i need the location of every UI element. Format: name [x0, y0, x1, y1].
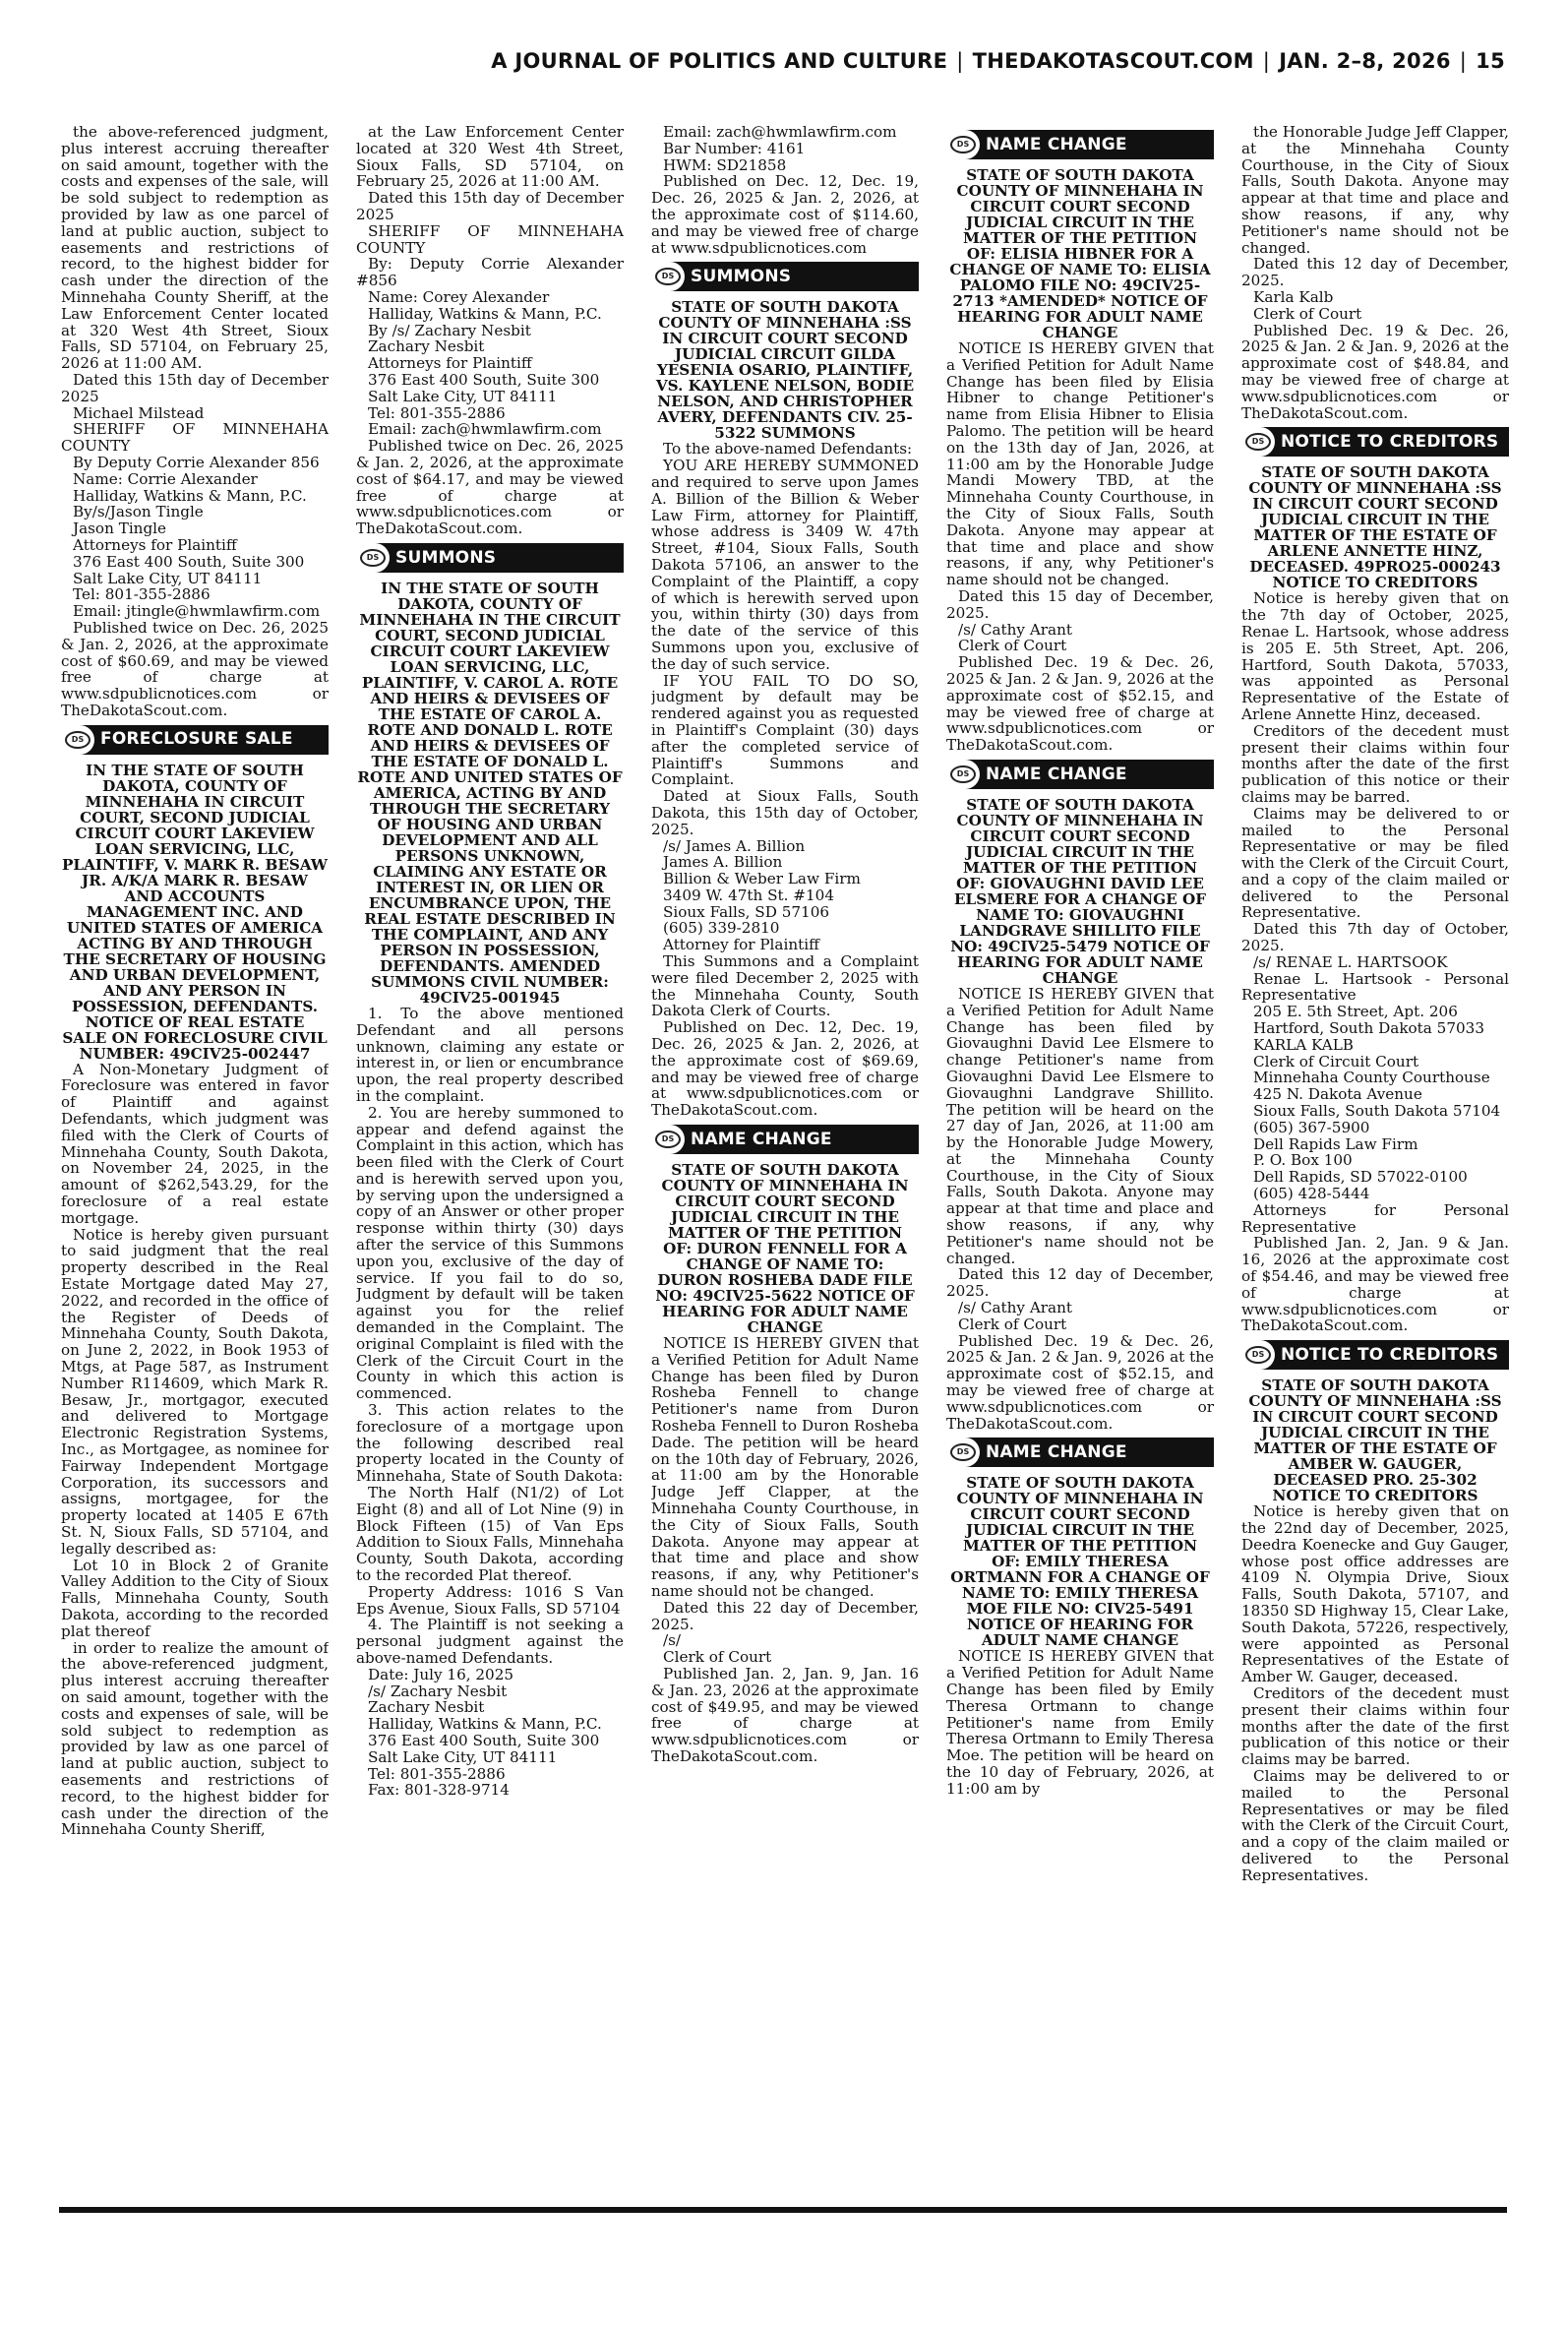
notice-paragraph: SHERIFF OF MINNEHAHA COUNTY [356, 221, 624, 257]
notice-paragraph: 4. The Plaintiff is not seeking a personal judgment against the above-named Defendants. [356, 1616, 624, 1667]
notice-paragraph: Email: jtingle@hwmlawfirm.com [73, 602, 321, 621]
notice-caption: STATE OF SOUTH DAKOTA COUNTY OF MINNEHAHA IN CIRCUIT COURT SECOND JUDICIAL CIRCUIT IN THE MATTER OF THE PETITION OF: DURON FENNELL FOR A CHANGE OF NAME TO: DURON ROSHEBA DADE FILE NO: 49CIV25-5622 NOTICE OF HEARING FOR ADULT NAME CHANGE [655, 1161, 915, 1337]
notice-paragraph: Dated this 15th day of December 2025 [356, 189, 624, 223]
notice-paragraph: P. O. Box 100 [1253, 1151, 1353, 1170]
section-heading-bar [1241, 1340, 1509, 1370]
notice-paragraph: 2. You are hereby summoned to appear and defend against the Complaint in this action, which has been filed with the Clerk of Court and is herewith served upon you, by serving upon the undersigned a copy of an Answer or other proper response within thirty (30) days after the service of this Summons upon you, exclusive of the day of service. If you fail to do so, Judgment by default will be taken against you for the relief demanded in the Complaint. The original Complaint is filed with the Clerk of the Circuit Court in the County in which this action is commenced. [356, 1103, 624, 1403]
notice-caption: IN THE STATE OF SOUTH DAKOTA, COUNTY OF MINNEHAHA IN CIRCUIT COURT, SECOND JUDICIAL CIRCUIT COURT LAKEVIEW LOAN SERVICING, LLC, PLAINTIFF, V. MARK R. BESAW JR. A/K/A MARK R. BESAW AND ACCOUNTS MANAGEMENT INC. AND UNITED STATES OF AMERICA ACTING BY AND THROUGH THE SECRETARY OF HOUSING AND URBAN DEVELOPMENT, AND ANY PERSON IN POSSESSION, DEFENDANTS. NOTICE OF REAL ESTATE SALE ON FORECLOSURE CIVIL NUMBER: 49CIV25-002447 [62, 761, 328, 1063]
notice-paragraph: 425 N. Dakota Avenue [1253, 1085, 1422, 1104]
section-heading: SUMMONS [691, 266, 792, 286]
section-heading: NOTICE TO CREDITORS [1281, 431, 1499, 452]
notice-paragraph: James A. Billion [663, 853, 783, 872]
notice-paragraph: KARLA KALB [1253, 1035, 1354, 1054]
section-heading-bar [651, 262, 919, 291]
notice-paragraph: the above-referenced judgment, plus interest accruing thereafter on said amount, together with the costs and expenses of the sale, will be sold subject to redemption as provided by law as one parcel of land at public auction, subject to easements and restrictions of record, to the highest bidder for cash under the direction of the Minnehaha County Sheriff, at the Law Enforcement Center located at 320 West 4th Street, Sioux Falls, SD 57104, on February 25, 2026 at 11:00 AM. [61, 124, 329, 373]
section-heading-bar [946, 760, 1214, 789]
column-5 [1241, 124, 1509, 2194]
notice-paragraph: Hartford, South Dakota 57033 [1253, 1019, 1484, 1038]
column-3 [651, 124, 919, 2194]
section-heading-bar [946, 1438, 1214, 1467]
notice-paragraph: Billion & Weber Law Firm [663, 870, 861, 888]
notice-paragraph: Michael Milstead [73, 403, 205, 422]
notice-paragraph: Tel: 801-355-2886 [368, 403, 506, 422]
notice-paragraph: in order to realize the amount of the above-referenced judgment, plus interest accruing thereafter on said amount, together with the costs and expenses of sale, will be sold subject to redemption as provided by law as one parcel of land at public auction, subject to easements and restrictions of record, to the highest bidder for cash under the direction of the Minnehaha County Sheriff, [61, 1638, 329, 1839]
section-heading-bar [651, 1125, 919, 1154]
section-heading: FORECLOSURE SALE [100, 729, 293, 750]
section-heading-bar [946, 130, 1214, 159]
notice-logo-icon: DS [651, 262, 685, 291]
notice-paragraph: Dated this 15th day of December 2025 [61, 370, 329, 405]
notice-caption: STATE OF SOUTH DAKOTA COUNTY OF MINNEHAHA :SS IN CIRCUIT COURT SECOND JUDICIAL CIRCUIT IN THE MATTER OF THE ESTATE OF ARLENE ANNETTE HINZ, DECEASED. 49PRO25-000243 NOTICE TO CREDITORS [1248, 463, 1502, 592]
notice-paragraph: By: Deputy Corrie Alexander #856 [356, 255, 624, 290]
section-heading: SUMMONS [395, 547, 497, 568]
notice-paragraph: /s/ [663, 1631, 682, 1650]
notice-paragraph: Lot 10 in Block 2 of Granite Valley Addition to the City of Sioux Falls, Minnehaha County, South Dakota, according to the recorded plat thereof [61, 1556, 329, 1640]
notice-paragraph: (605) 339-2810 [663, 919, 780, 938]
notice-paragraph: Tel: 801-355-2886 [368, 1764, 506, 1783]
column-2 [356, 124, 624, 2194]
notice-paragraph: /s/ RENAE L. HARTSOOK [1253, 952, 1448, 971]
notice-paragraph: /s/ Zachary Nesbit [368, 1682, 508, 1700]
notice-paragraph: Attorney for Plaintiff [663, 936, 819, 954]
notice-paragraph: Dell Rapids Law Firm [1253, 1134, 1418, 1153]
notice-paragraph: Creditors of the decedent must present their claims within four months after the date of the first publication of this notice or their claims may be barred. [1241, 1683, 1509, 1769]
notice-paragraph: Renae L. Hartsook - Personal Representative [1241, 969, 1509, 1005]
notice-paragraph: 3. This action relates to the foreclosure of a mortgage upon the following described real property located in the County of Minnehaha, State of South Dakota: [356, 1401, 624, 1486]
notice-paragraph: (605) 367-5900 [1253, 1118, 1370, 1136]
notice-caption: IN THE STATE OF SOUTH DAKOTA, COUNTY OF MINNEHAHA IN THE CIRCUIT COURT, SECOND JUDICIAL CIRCUIT COURT LAKEVIEW LOAN SERVICING, LLC, PLAINTIFF, V. CAROL A. ROTE AND HEIRS & DEVISEES OF THE ESTATE OF CAROL A. ROTE AND DONALD L. ROTE AND HEIRS & DEVISEES OF THE ESTATE OF DONALD L. ROTE AND UNITED STATES OF AMERICA, ACTING BY AND THROUGH THE SECRETARY OF HOUSING AND URBAN DEVELOPMENT AND ALL PERSONS UNKNOWN, CLAIMING ANY ESTATE OR INTEREST IN, OR LIEN OR ENCUMBRANCE UPON, THE REAL ESTATE DESCRIBED IN THE COMPLAINT, AND ANY PERSON IN POSSESSION, DEFENDANTS. AMENDED SUMMONS CIVIL NUMBER: 49CIV25-001945 [357, 579, 623, 1007]
notice-paragraph: at the Law Enforcement Center located at 320 West 4th Street, Sioux Falls, SD 57104, on February 25, 2026 at 11:00 AM. [356, 124, 624, 191]
notice-paragraph: Notice is hereby given that on the 7th day of October, 2025, Renae L. Hartsook, whose address is 205 E. 5th Street, Apt. 206, Hartford, South Dakota, 57033, was appointed as Personal Representative of the Estate of Arlene Annette Hinz, deceased. [1241, 589, 1509, 723]
notice-paragraph: Clerk of Circuit Court [1253, 1052, 1419, 1071]
notice-paragraph: Notice is hereby given pursuant to said judgment that the real property described in the Real Estate Mortgage dated May 27, 2022, and recorded in the office of the Register of Deeds of Minnehaha County, South Dakota, on June 2, 2022, in Book 1953 of Mtgs, at Page 587, as Instrument Number R114609, which Mark R. Besaw, Jr., mortgagor, executed and delivered to Mortgage Electronic Registration Systems, Inc., as Mortgagee, as nominee for Fairway Independent Mortgage Corporation, its successors and assigns, mortgagee, for the property located at 1405 E 67th St. N, Sioux Falls, SD 57104, and legally described as: [61, 1225, 329, 1558]
notice-paragraph: Attorneys for Personal Representative [1241, 1200, 1509, 1236]
page-number: 15 [1476, 49, 1505, 73]
notice-paragraph: Halliday, Watkins & Mann, P.C. [368, 1715, 602, 1734]
notice-paragraph: Clerk of Court [663, 1648, 772, 1667]
notice-paragraph: Zachary Nesbit [368, 1698, 485, 1717]
notice-logo-icon: DS [356, 543, 390, 573]
notice-paragraph: Date: July 16, 2025 [368, 1665, 514, 1683]
notice-paragraph: Published on Dec. 12, Dec. 19, Dec. 26, 2025 & Jan. 2, 2026, at the approximate cost of $114.60, and may be viewed free of charge at www.sdpublicnotices.com [651, 172, 919, 257]
notice-caption: STATE OF SOUTH DAKOTA COUNTY OF MINNEHAHA IN CIRCUIT COURT SECOND JUDICIAL CIRCUIT IN THE MATTER OF THE PETITION OF: EMILY THERESA ORTMANN FOR A CHANGE OF NAME TO: EMILY THERESA MOE FILE NO: CIV25-5491 NOTICE OF HEARING FOR ADULT NAME CHANGE [950, 1474, 1210, 1650]
notice-paragraph: Sioux Falls, SD 57106 [663, 902, 830, 921]
notice-logo-icon: DS [651, 1125, 685, 1154]
site-name: THEDAKOTASCOUT.COM [972, 49, 1254, 73]
notice-paragraph: Published twice on Dec. 26, 2025 & Jan. 2, 2026, at the approximate cost of $64.17, and may be viewed free of charge at www.sdpublicnotices.com or TheDakotaScout.com. [356, 437, 624, 538]
section-heading-bar [356, 543, 624, 573]
notice-paragraph: HWM: SD21858 [663, 155, 787, 174]
notice-paragraph: Jason Tingle [73, 520, 167, 538]
notice-paragraph: Dated this 22 day of December, 2025. [651, 1598, 919, 1633]
column-1 [61, 124, 329, 2194]
notice-paragraph: Dated this 12 day of December, 2025. [946, 1265, 1214, 1301]
notice-logo-icon: DS [946, 130, 980, 159]
notice-paragraph: Salt Lake City, UT 84111 [368, 1747, 558, 1766]
issue-date: JAN. 2–8, 2026 [1279, 49, 1451, 73]
notice-paragraph: 3409 W. 47th St. #104 [663, 886, 835, 904]
section-heading: NOTICE TO CREDITORS [1281, 1344, 1499, 1365]
notice-logo-icon: DS [946, 760, 980, 789]
notice-caption: STATE OF SOUTH DAKOTA COUNTY OF MINNEHAHA :SS IN CIRCUIT COURT SECOND JUDICIAL CIRCUIT IN THE MATTER OF THE ESTATE OF AMBER W. GAUGER, DECEASED PRO. 25-302 NOTICE TO CREDITORS [1248, 1377, 1502, 1505]
notice-paragraph: Attorneys for Plaintiff [368, 354, 532, 373]
notice-caption: STATE OF SOUTH DAKOTA COUNTY OF MINNEHAHA IN CIRCUIT COURT SECOND JUDICIAL CIRCUIT IN THE MATTER OF THE PETITION OF: ELISIA HIBNER FOR A CHANGE OF NAME TO: ELISIA PALOMO FILE NO: 49CIV25-2713 *AMENDED* NOTICE OF HEARING FOR ADULT NAME CHANGE [949, 166, 1211, 341]
notice-paragraph: Published twice on Dec. 26, 2025 & Jan. 2, 2026, at the approximate cost of $60.69, and may be viewed free of charge at www.sdpublicnotices.com or TheDakotaScout.com. [61, 618, 329, 719]
notice-paragraph: Fax: 801-328-9714 [368, 1781, 510, 1800]
notice-paragraph: the Honorable Judge Jeff Clapper, at the Minnehaha County Courthouse, in the City of Sioux Falls, South Dakota. Anyone may appear at that time and place and show reasons, if any, why Petitioner's name should not be changed. [1241, 124, 1509, 257]
notice-logo-icon: DS [1241, 427, 1275, 457]
notice-caption: STATE OF SOUTH DAKOTA COUNTY OF MINNEHAHA :SS IN CIRCUIT COURT SECOND JUDICIAL CIRCUIT GILDA YESENIA OSARIO, PLAINTIFF, VS. KAYLENE NELSON, BODIE NELSON, AND CHRISTOPHER AVERY, DEFENDANTS CIV. 25-5322 SUMMONS [655, 298, 915, 443]
notice-paragraph: /s/ Cathy Arant [958, 1299, 1072, 1317]
notice-paragraph: Dated this 12 day of December, 2025. [1241, 255, 1509, 290]
notice-paragraph: (605) 428-5444 [1253, 1185, 1370, 1203]
column-4 [946, 124, 1214, 2194]
notice-paragraph: Name: Corey Alexander [368, 287, 550, 306]
notice-paragraph: A Non-Monetary Judgment of Foreclosure was entered in favor of Plaintiff and against Defendants, which judgment was filed with the Clerk of Courts of Minnehaha County, South Dakota, on November 24, 2025, in the amount of $262,543.29, for the foreclosure of a real estate mortgage. [61, 1060, 329, 1227]
notice-caption: STATE OF SOUTH DAKOTA COUNTY OF MINNEHAHA IN CIRCUIT COURT SECOND JUDICIAL CIRCUIT IN THE MATTER OF THE PETITION OF: GIOVAUGHNI DAVID LEE ELSMERE FOR A CHANGE OF NAME TO: GIOVAUGHNI LANDGRAVE SHILLITO FILE NO: 49CIV25-5479 NOTICE OF HEARING FOR ADULT NAME CHANGE [950, 795, 1210, 987]
notice-paragraph: Karla Kalb [1253, 287, 1334, 306]
notice-paragraph: IF YOU FAIL TO DO SO, judgment by default may be rendered against you as requested in Plaintiff's Complaint (30) days after the completed service of Plaintiff's Summons and Complaint. [651, 671, 919, 789]
notice-logo-icon: DS [946, 1438, 980, 1467]
notice-paragraph: 1. To the above mentioned Defendant and all persons unknown, claiming any estate or interest in, or lien or encumbrance upon, the real property described in the complaint. [356, 1004, 624, 1105]
notice-paragraph: NOTICE IS HEREBY GIVEN that a Verified Petition for Adult Name Change has been filed by Elisia Hibner to change Petitioner's name from Elisia Hibner to Elisia Palomo. The petition will be heard on the 13th day of Jan, 2026, at 11:00 am by the Honorable Judge Mandi Mowery TBD, at the Minnehaha County Courthouse, in the City of Sioux Falls, South Dakota. Anyone may appear at that time and place and show reasons, if any, why Petitioner's name should not be changed. [946, 339, 1214, 589]
notice-paragraph: To the above-named Defendants: [663, 440, 913, 459]
notice-paragraph: Claims may be delivered to or mailed to the Personal Representative or may be filed with the Clerk of the Circuit Court, and a copy of the claim mailed or delivered to the Personal Representative. [1241, 804, 1509, 922]
notice-paragraph: Dated this 7th day of October, 2025. [1241, 920, 1509, 955]
notice-paragraph: Published on Dec. 12, Dec. 19, Dec. 26, 2025 & Jan. 2, 2026, at the approximate cost of $69.69, and may be viewed free of charge at www.sdpublicnotices.com or TheDakotaScout.com. [651, 1018, 919, 1120]
notice-paragraph: Salt Lake City, UT 84111 [73, 569, 263, 587]
notice-paragraph: Published Jan. 2, Jan. 9, Jan. 16 & Jan. 23, 2026 at the approximate cost of $49.95, and may be viewed free of charge at www.sdpublicnotices.com or TheDakotaScout.com. [651, 1664, 919, 1765]
notice-paragraph: Tel: 801-355-2886 [73, 585, 211, 604]
notice-paragraph: /s/ James A. Billion [663, 836, 806, 855]
notice-paragraph: Published Jan. 2, Jan. 9 & Jan. 16, 2026 at the approximate cost of $54.46, and may be viewed free of charge at www.sdpublicnotices.com or TheDakotaScout.com. [1241, 1234, 1509, 1335]
section-heading: NAME CHANGE [986, 134, 1127, 154]
notice-paragraph: Notice is hereby given that on the 22nd day of December, 2025, Deedra Koenecke and Guy Gauger, whose post office addresses are 4109 N. Olympia Drive, Sioux Falls, South Dakota, 57107, and 18350 SD Highway 15, Clear Lake, South Dakota, 57226, respectively, were appointed as Personal Representatives of the Estate of Amber W. Gauger, deceased. [1241, 1502, 1509, 1686]
section-heading: NAME CHANGE [986, 1442, 1127, 1463]
notice-paragraph: Minnehaha County Courthouse [1253, 1069, 1490, 1087]
notice-paragraph: Sioux Falls, South Dakota 57104 [1253, 1102, 1501, 1121]
footer-rule [59, 2207, 1507, 2213]
notice-paragraph: /s/ Cathy Arant [958, 620, 1072, 639]
notice-paragraph: Clerk of Court [1253, 304, 1362, 323]
notice-paragraph: Dell Rapids, SD 57022-0100 [1253, 1168, 1468, 1187]
notice-paragraph: Published Dec. 19 & Dec. 26, 2025 & Jan. 2 & Jan. 9, 2026 at the approximate cost of $52.15, and may be viewed free of charge at www.sdpublicnotices.com or TheDakotaScout.com. [946, 653, 1214, 755]
header-separator: | [1459, 49, 1468, 73]
notice-paragraph: Published Dec. 19 & Dec. 26, 2025 & Jan. 2 & Jan. 9, 2026 at the approximate cost of $52.15, and may be viewed free of charge at www.sdpublicnotices.com or TheDakotaScout.com. [946, 1331, 1214, 1433]
notice-paragraph: 376 East 400 South, Suite 300 [368, 370, 600, 389]
page-header [59, 49, 1505, 73]
journal-tagline: A JOURNAL OF POLITICS AND CULTURE [491, 49, 948, 73]
notice-paragraph: Creditors of the decedent must present their claims within four months after the date of the first publication of this notice or their claims may be barred. [1241, 721, 1509, 806]
notice-paragraph: This Summons and a Complaint were filed December 2, 2025 with the Minnehaha County, South Dakota Clerk of Courts. [651, 952, 919, 1020]
notice-paragraph: By/s/Jason Tingle [73, 503, 204, 521]
notice-paragraph: Property Address: 1016 S Van Eps Avenue, Sioux Falls, SD 57104 [356, 1582, 624, 1618]
notice-paragraph: Claims may be delivered to or mailed to the Personal Representatives or may be filed with the Clerk of the Circuit Court, and a copy of the claim mailed or delivered to the Personal Representatives. [1241, 1766, 1509, 1884]
header-separator: | [1262, 49, 1271, 73]
notice-logo-icon: DS [61, 725, 94, 755]
notice-paragraph: By /s/ Zachary Nesbit [368, 321, 531, 339]
section-heading-bar [61, 725, 329, 755]
notice-paragraph: Bar Number: 4161 [663, 139, 806, 157]
notice-paragraph: Halliday, Watkins & Mann, P.C. [73, 486, 307, 505]
notice-paragraph: Email: zach@hwmlawfirm.com [368, 420, 602, 439]
notice-paragraph: Clerk of Court [958, 637, 1067, 655]
notice-paragraph: By Deputy Corrie Alexander 856 [73, 453, 320, 471]
notice-paragraph: NOTICE IS HEREBY GIVEN that a Verified Petition for Adult Name Change has been filed by Duron Rosheba Fennell to change Petitioner's name from Duron Rosheba Fennell to Duron Rosheba Dade. The petition will be heard on the 10th day of February, 2026, at 11:00 am by the Honorable Judge Jeff Clapper, at the Minnehaha County Courthouse, in the City of Sioux Falls, South Dakota. Anyone may appear at that time and place and show reasons, if any, why Petitioner's name should not be changed. [651, 1334, 919, 1600]
notice-paragraph: 205 E. 5th Street, Apt. 206 [1253, 1003, 1458, 1021]
notice-paragraph: Dated this 15 day of December, 2025. [946, 586, 1214, 622]
notice-paragraph: Published Dec. 19 & Dec. 26, 2025 & Jan. 2 & Jan. 9, 2026 at the approximate cost of $48.84, and may be viewed free of charge at www.sdpublicnotices.com or TheDakotaScout.com. [1241, 321, 1509, 422]
notice-paragraph: Salt Lake City, UT 84111 [368, 387, 558, 405]
notice-paragraph: Email: zach@hwmlawfirm.com [663, 124, 897, 141]
notice-paragraph: Clerk of Court [958, 1315, 1067, 1333]
notice-paragraph: 376 East 400 South, Suite 300 [73, 552, 305, 571]
notice-paragraph: NOTICE IS HEREBY GIVEN that a Verified Petition for Adult Name Change has been filed by Emily Theresa Ortmann to change Petitioner's name from Emily Theresa Ortmann to Emily Theresa Moe. The petition will be heard on the 10 day of February, 2026, at 11:00 am by [946, 1647, 1214, 1798]
notice-paragraph: Halliday, Watkins & Mann, P.C. [368, 304, 602, 323]
notice-logo-icon: DS [1241, 1340, 1275, 1370]
section-heading: NAME CHANGE [691, 1129, 832, 1149]
notice-paragraph: Dated at Sioux Falls, South Dakota, this 15th day of October, 2025. [651, 787, 919, 838]
section-heading: NAME CHANGE [986, 764, 1127, 784]
notice-columns [61, 124, 1509, 2194]
notice-paragraph: YOU ARE HEREBY SUMMONED and required to serve upon James A. Billion of the Billion & Weber Law Firm, attorney for Plaintiff, whose address is 3409 W. 47th Street, #104, Sioux Falls, South Dakota 57106, an answer to the Complaint of the Plaintiff, a copy of which is herewith served upon you, within thirty (30) days from the date of the service of this Summons upon you, exclusive of the day of such service. [651, 457, 919, 673]
notice-paragraph: The North Half (N1/2) of Lot Eight (8) and all of Lot Nine (9) in Block Fifteen (15) of Van Eps Addition to Sioux Falls, Minnehaha County, South Dakota, according to the recorded Plat thereof. [356, 1484, 624, 1585]
notice-paragraph: Name: Corrie Alexander [73, 469, 258, 488]
notice-paragraph: SHERIFF OF MINNEHAHA COUNTY [61, 420, 329, 456]
header-separator: | [956, 49, 964, 73]
notice-paragraph: 376 East 400 South, Suite 300 [368, 1731, 600, 1749]
notice-paragraph: Attorneys for Plaintiff [73, 535, 237, 554]
notice-paragraph: NOTICE IS HEREBY GIVEN that a Verified Petition for Adult Name Change has been filed by Giovaughni David Lee Elsmere to change Petitioner's name from Giovaughni David Lee Elsmere to Giovaughni Landgrave Shillito. The petition will be heard on the 27 day of Jan, 2026, at 11:00 am by the Honorable Judge Mowery, at the Minnehaha County Courthouse, in the City of Sioux Falls, South Dakota. Anyone may appear at that time and place and show reasons, if any, why Petitioner's name should not be changed. [946, 984, 1214, 1267]
notice-paragraph: Zachary Nesbit [368, 337, 485, 356]
section-heading-bar [1241, 427, 1509, 457]
